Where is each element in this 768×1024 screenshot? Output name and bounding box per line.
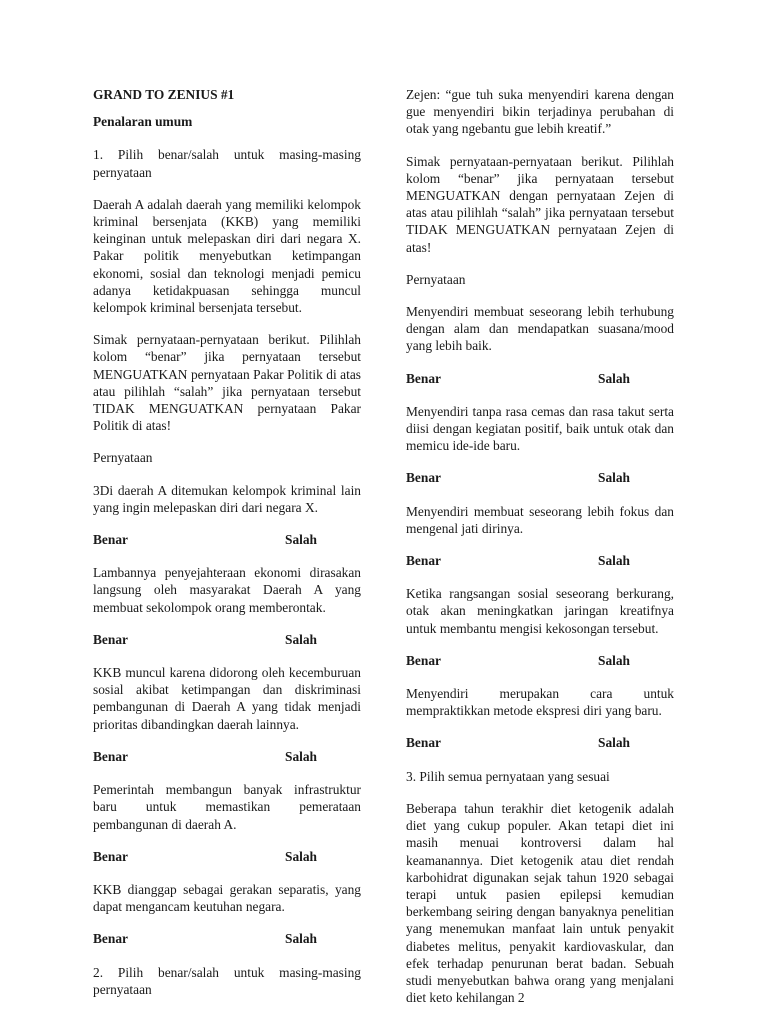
- benar-option[interactable]: Benar: [406, 652, 441, 668]
- section-title: Penalaran umum: [93, 114, 193, 130]
- statement: KKB dianggap sebagai gerakan separatis, yang dapat mengancam keutuhan negara.: [93, 881, 361, 915]
- benar-option[interactable]: Benar: [93, 631, 128, 647]
- statement: Menyendiri tanpa rasa cemas dan rasa takut serta diisi dengan kegiatan positif, baik untuk otak dan memicu ide-ide baru.: [406, 403, 674, 454]
- right-column: [406, 86, 674, 1021]
- benar-option[interactable]: Benar: [93, 848, 128, 864]
- benar-salah-row: [93, 930, 361, 947]
- salah-option[interactable]: Salah: [598, 370, 631, 386]
- benar-option[interactable]: Benar: [406, 553, 441, 569]
- statement-label: Pernyataan: [93, 450, 153, 466]
- benar-salah-row: [406, 734, 674, 751]
- benar-option[interactable]: Benar: [406, 470, 441, 486]
- question-2-heading: 2. Pilih benar/salah untuk masing-masing pernyataan: [93, 964, 361, 997]
- benar-salah-row: [406, 652, 674, 669]
- statement: Menyendiri merupakan cara untuk mempraktikkan metode ekspresi diri yang baru.: [406, 686, 674, 719]
- statement: 3Di daerah A ditemukan kelompok kriminal lain yang ingin melepaskan diri dari negara X.: [93, 482, 361, 515]
- benar-salah-row: [93, 848, 361, 865]
- salah-option[interactable]: Salah: [598, 470, 631, 486]
- salah-option[interactable]: Salah: [285, 631, 318, 647]
- statement-label: Pernyataan: [406, 271, 466, 287]
- question-1-instruction: Simak pernyataan-pernyataan berikut. Pilihlah kolom “benar” jika pernyataan tersebut MENGUATKAN pernyataan Pakar Politik di atas atau pilihlah “salah” jika pernyataan tersebut TIDAK MENGUATKAN pernyataan Pakar Politik di atas!: [93, 332, 361, 434]
- left-column: [93, 86, 361, 1013]
- salah-option[interactable]: Salah: [285, 848, 318, 864]
- statement: Pemerintah membangun banyak infrastruktur baru untuk memastikan pemerataan pembangunan di daerah A.: [93, 782, 361, 832]
- salah-option[interactable]: Salah: [285, 748, 318, 764]
- benar-salah-row: [93, 531, 361, 548]
- document-title: GRAND TO ZENIUS #1: [93, 87, 235, 102]
- benar-salah-row: [93, 748, 361, 765]
- benar-salah-row: [406, 552, 674, 569]
- benar-option[interactable]: Benar: [93, 931, 128, 947]
- benar-option[interactable]: Benar: [93, 748, 128, 764]
- question-2-instruction: Simak pernyataan-pernyataan berikut. Pilihlah kolom “benar” jika pernyataan tersebut MENGUATKAN dengan pernyataan Zejen di atas atau pilihlah “salah” jika pernyataan tersebut TIDAK MENGUATKAN pernyataan Zejen di atas!: [406, 153, 674, 255]
- benar-salah-row: [406, 469, 674, 486]
- benar-option[interactable]: Benar: [406, 370, 441, 386]
- zejen-quote: Zejen: “gue tuh suka menyendiri karena dengan gue menyendiri bikin terjadinya perubahan di otak yang ngebantu gue lebih kreatif.”: [406, 87, 674, 137]
- statement: Menyendiri membuat seseorang lebih terhubung dengan alam dan mendapatkan suasana/mood yang lebih baik.: [406, 304, 674, 354]
- question-1-heading: 1. Pilih benar/salah untuk masing-masing pernyataan: [93, 147, 361, 180]
- benar-option[interactable]: Benar: [93, 532, 128, 548]
- salah-option[interactable]: Salah: [598, 553, 631, 569]
- benar-salah-row: [406, 370, 674, 387]
- statement: Ketika rangsangan sosial seseorang berkurang, otak akan meningkatkan jaringan kreatifnya untuk membantu mengisi kekosongan tersebut.: [406, 586, 674, 636]
- question-3-passage: Beberapa tahun terakhir diet ketogenik adalah diet yang cukup populer. Akan tetapi diet ini masih menuai kontroversi dalam hal keamanannya. Diet ketogenik atau diet rendah karbohidrat digunakan sejak tahun 1920 sebagai terapi untuk pasien epilepsi kemudian berkembang seiring dengan banyaknya penelitian yang menemukan manfaat lain untuk penyakit diabetes melitus, penyakit kardiovaskular, dan efek terhadap penurunan berat badan. Sebuah studi menyebutkan bahwa orang yang menjalani diet keto kehilangan 2: [406, 800, 674, 1006]
- salah-option[interactable]: Salah: [598, 652, 631, 668]
- question-1-passage: Daerah A adalah daerah yang memiliki kelompok kriminal bersenjata (KKB) yang memiliki keinginan untuk melepaskan diri dari negara X. Pakar politik menyebutkan ketimpangan ekonomi, sosial dan teknologi menjadi pemicu adanya ketidakpuasan sehingga muncul kelompok kriminal bersenjata tersebut.: [93, 196, 361, 316]
- salah-option[interactable]: Salah: [598, 735, 631, 751]
- salah-option[interactable]: Salah: [285, 532, 318, 548]
- statement: Lambannya penyejahteraan ekonomi dirasakan langsung oleh masyarakat Daerah A yang membuat sekolompok orang memberontak.: [93, 565, 361, 615]
- statement: Menyendiri membuat seseorang lebih fokus dan mengenal jati dirinya.: [406, 503, 674, 536]
- salah-option[interactable]: Salah: [285, 931, 318, 947]
- question-3-heading: 3. Pilih semua pernyataan yang sesuai: [406, 768, 610, 784]
- statement: KKB muncul karena didorong oleh kecemburuan sosial akibat ketimpangan dan diskriminasi pembangunan di Daerah A yang tidak menjadi prioritas dibandingkan daerah lainnya.: [93, 665, 361, 732]
- benar-salah-row: [93, 631, 361, 648]
- benar-option[interactable]: Benar: [406, 735, 441, 751]
